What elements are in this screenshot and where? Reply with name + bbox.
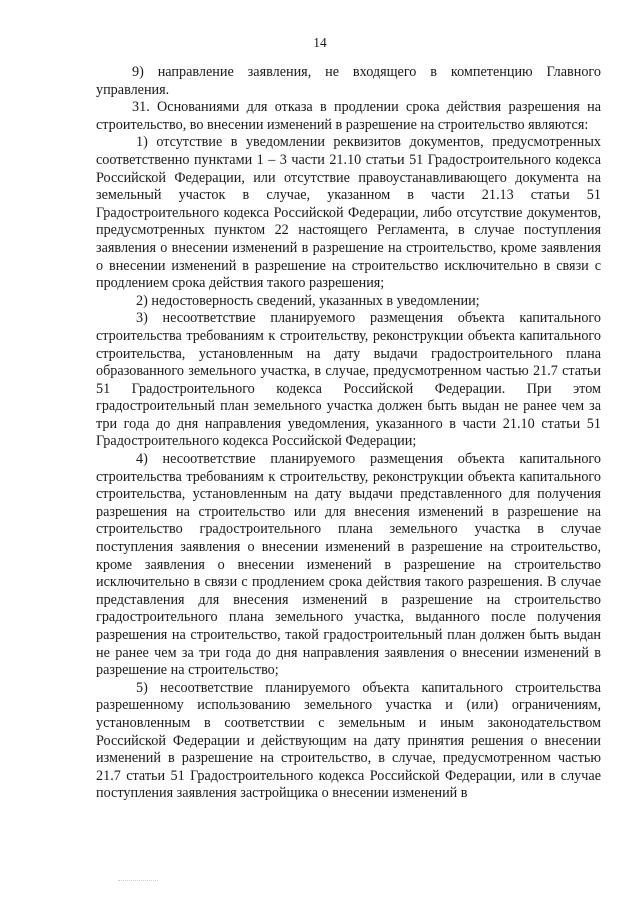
paragraph-item-4: 4) несоответствие планируемого размещения объекта капитального строительства требованиям к строительству, реконструкции объекта капитального строительства, установленным на дату выдачи представленного для получения разрешения на строительство или для внесения изменений в разрешение на строительство градостроительного плана земельного участка в случае поступления заявления о внесении изменений в разрешение на строительство, кроме заявления о внесении изменений в разрешение на строительство исключительно в связи с продлением срока действия такого разрешения. В случае представления для внесения изменений в разрешение на строительство градостроительного плана земельного участка, выданного после получения разрешения на строительство, такой градостроительный план должен быть выдан не ранее чем за три года до дня направления заявления о внесении изменений в разрешение на строительство; — [96, 451, 601, 679]
page-number: 14 — [313, 35, 327, 50]
paragraph-item-9: 9) направление заявления, не входящего в компетенцию Главного управления. — [96, 64, 601, 98]
paragraph-item-1: 1) отсутствие в уведомлении реквизитов документов, предусмотренных соответственно пунктами 1 – 3 части 21.10 статьи 51 Градостроительного кодекса Российской Федерации, или отсутствие правоустанавливающего документа на земельный участок в случае, указанном в части 21.13 статьи 51 Градостроительного кодекса Российской Федерации, либо отсутствие документов, предусмотренных пунктом 22 настоящего Регламента, в случае поступления заявления о внесении изменений в разрешение на строительство, кроме заявления о внесении изменений в разрешение на строительство исключительно в связи с продлением срока действия такого разрешения; — [96, 134, 601, 292]
paragraph-item-2: 2) недостоверность сведений, указанных в уведомлении; — [136, 292, 480, 309]
paragraph-item-5: 5) несоответствие планируемого объекта капитального строительства разрешенному использованию земельного участка и (или) ограничениям, установленным в соответствии с земельным и иным законодательством Российской Федерации и действующим на дату принятия решения о внесении изменений в разрешение на строительство, в случае, предусмотренном частью 21.7 статьи 51 Градостроительного кодекса Российской Федерации, или в случае поступления заявления застройщика о внесении изменений в — [96, 679, 601, 802]
paragraph-clause-31: 31. Основаниями для отказа в продлении срока действия разрешения на строительство, во внесении изменений в разрешение на строительство являются: — [96, 99, 601, 133]
paragraph-item-3: 3) несоответствие планируемого размещения объекта капитального строительства требованиям к строительству, реконструкции объекта капитального строительства, установленным на дату выдачи градостроительного плана образованного земельного участка, в случае, предусмотренном частью 21.7 статьи 51 Градостроительного кодекса Российской Федерации. При этом градостроительный план земельного участка должен быть выдан не ранее чем за три года до дня направления уведомления, указанного в части 21.10 статьи 51 Градостроительного кодекса Российской Федерации; — [96, 310, 601, 450]
body-text — [96, 64, 601, 803]
scan-specks — [118, 880, 158, 885]
